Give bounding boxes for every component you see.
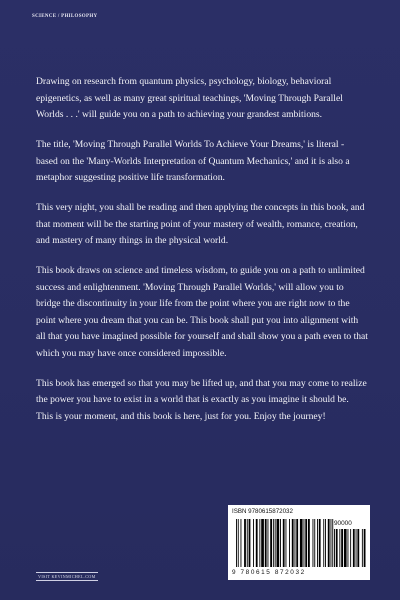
barcode-bar: [300, 519, 303, 567]
barcode-bar: [332, 519, 333, 567]
main-barcode-bars: [236, 519, 333, 567]
isbn-label: ISBN 9780615872032: [232, 508, 293, 515]
barcode-bar: [305, 519, 307, 567]
barcode-bar: [319, 519, 321, 567]
barcode-bar: [362, 529, 363, 567]
barcode-bar: [296, 519, 298, 567]
barcode-bar: [341, 529, 343, 567]
barcode-bar: [350, 529, 351, 567]
barcode-bar: [356, 529, 357, 567]
price-code: 90000: [334, 520, 352, 527]
barcode-bar: [259, 519, 260, 567]
barcode-bar: [317, 519, 318, 567]
barcode-bar: [261, 519, 264, 567]
barcode-bar: [344, 529, 347, 567]
barcode-bar: [241, 519, 242, 567]
barcode-bar: [249, 519, 251, 567]
barcode-bar: [314, 519, 315, 567]
barcode-panel: [228, 505, 370, 580]
barcode-bar: [283, 519, 285, 567]
isbn-digits: 9 780615 872032: [232, 569, 306, 576]
blurb-paragraph: This book draws on science and timeless wisdom, to guide you on a path to unlimited success and enlightenment. 'Moving Through Parallel Worlds,' will allow you to bridge the discontinuity in your life from the point where you are right now to the point where you dream that you can be. This book shall put you into alignment with all that you have imagined possible for yourself and shall show you a path even to that which you may have once considered impossible.: [36, 264, 368, 359]
category-label: SCIENCE / PHILOSOPHY: [32, 14, 98, 19]
barcode-bar: [325, 519, 326, 567]
barcode-bar: [275, 519, 276, 567]
barcode-bar: [313, 519, 314, 567]
barcode-bar: [292, 519, 294, 567]
barcode-bar: [236, 519, 237, 567]
addon-barcode-bars: [334, 529, 366, 567]
barcode-bar: [334, 529, 335, 567]
barcode-bar: [364, 529, 366, 567]
blurb-paragraph: This book has emerged so that you may be lifted up, and that you may come to realize the power you have to exist in a world that is exactly as you imagine it should be. This is your moment, and this book is here, just for you. Enjoy the journey!: [36, 377, 367, 422]
barcode-bar: [273, 519, 274, 567]
blurb-paragraph: The title, 'Moving Through Parallel Worlds To Achieve Your Dreams,' is literal - based on the 'Many-Worlds Interpretation of Quantum Mechanics,' and it is also a metaphor suggesting positive life transformation.: [36, 138, 350, 184]
barcode-bar: [331, 519, 332, 567]
barcode-bar: [253, 519, 254, 567]
barcode-bar: [256, 519, 258, 567]
author-website: VISIT KEVINMICHEL.COM: [38, 574, 96, 579]
barcode-bar: [270, 519, 272, 567]
barcode-bar: [268, 519, 269, 567]
back-cover-blurb: [36, 74, 368, 439]
blurb-paragraph: This very night, you shall be reading and then applying the concepts in this book, and that moment will be the starting point of your mastery of wealth, romance, creation, and mastery of many things in the physical world.: [36, 201, 365, 247]
barcode-bar: [328, 519, 330, 567]
barcode-bar: [244, 519, 246, 567]
barcode-bar: [323, 519, 324, 567]
barcode-bar: [280, 519, 281, 567]
barcode-bar: [353, 529, 355, 567]
barcode-bar: [304, 519, 305, 567]
barcode-bar: [357, 529, 359, 567]
barcode-bar: [308, 519, 310, 567]
barcode-bar: [336, 529, 338, 567]
barcode-bar: [247, 519, 248, 567]
barcode-bar: [289, 519, 290, 567]
barcode-bar: [286, 519, 287, 567]
barcode-bar: [277, 519, 280, 567]
barcode-bar: [348, 529, 349, 567]
blurb-paragraph: Drawing on research from quantum physics, psychology, biology, behavioral epigenetics, as well as many great spiritual teachings, 'Moving Through Parallel Worlds . . .' will guide you on a path to achieving your grandest ambitions.: [36, 76, 343, 121]
barcode-bar: [295, 519, 296, 567]
barcode-bar: [339, 529, 340, 567]
barcode-bar: [265, 519, 267, 567]
barcode-bar: [238, 519, 239, 567]
